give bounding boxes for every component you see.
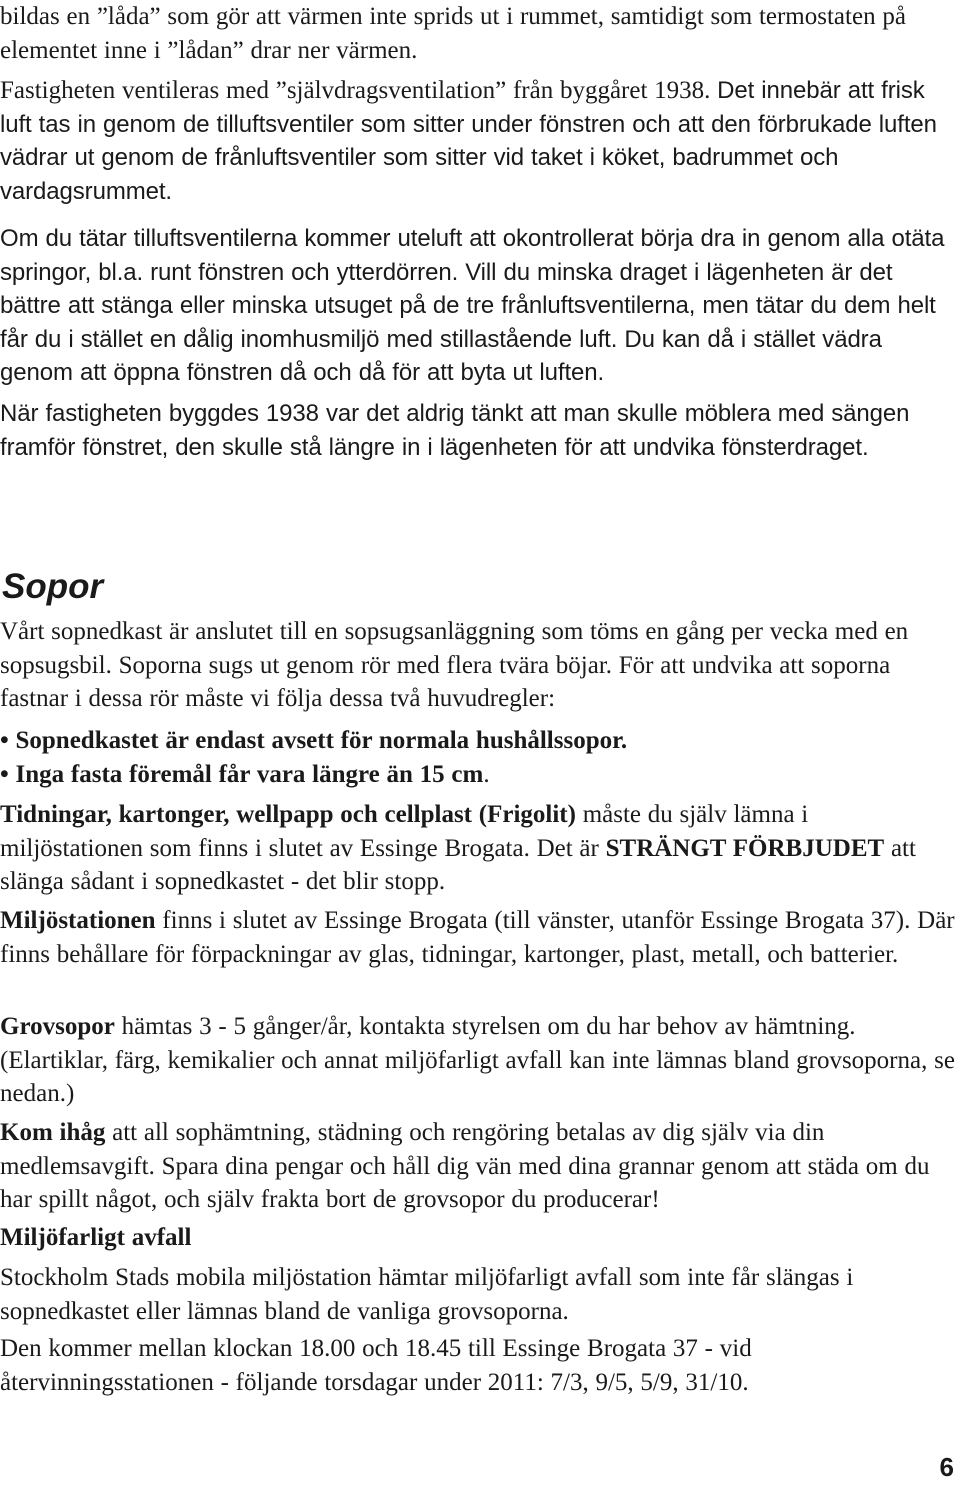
rule-bullet-2: [0, 758, 958, 792]
ventilation-sentence: Fastigheten ventileras med ”självdragsventilation” från byggåret 1938.: [0, 77, 711, 104]
rule-text-1: • Sopnedkastet är endast avsett för normala hushållssopor.: [0, 727, 628, 754]
intro-paragraph-2: [0, 74, 958, 208]
sopor-paragraph-2: [0, 798, 958, 899]
miljostationen-label: Miljöstationen: [0, 907, 156, 934]
intro-paragraph-4: När fastigheten byggdes 1938 var det aldrig tänkt att man skulle möblera med sängen framför fönstret, den skulle stå längre in i lägenheten för att undvika fönsterdraget.: [0, 400, 910, 461]
intro-paragraph-3: Om du tätar tilluftsventilerna kommer uteluft att okontrollerat börja dra in genom alla otäta springor, bl.a. runt fönstren och ytterdörren. Vill du minska draget i lägenheten är det bättre att stänga eller minska utsuget på de tre frånluftsventilerna, men tätar du dem helt får du i stället en dålig inomhusmiljö med stillastående luft. Du kan då i stället vädra genom att öppna fönstren då och då för att byta ut luften.: [0, 225, 945, 386]
sopor-paragraph-3: [0, 904, 958, 971]
sopor-paragraph-4: [0, 1010, 958, 1111]
sopor-paragraph-5-text: att all sophämtning, städning och rengöring betalas av dig själv via din medlemsavgift. Spara dina pengar och håll dig vän med dina grannar genom att städa om du har spillt något, och själv frakta bort de grovsopor du producerar!: [0, 1119, 930, 1213]
sopor-paragraph-7: Den kommer mellan klockan 18.00 och 18.45 till Essinge Brogata 37 - vid återvinningsstationen - följande torsdagar under 2011: 7/3, 9/5, 5/9, 31/10.: [0, 1335, 752, 1396]
page-number: 6: [939, 1452, 954, 1482]
subheading-text: Miljöfarligt avfall: [0, 1224, 192, 1251]
sopor-paragraph-5: [0, 1116, 958, 1217]
rule-text-2: • Inga fasta föremål får vara längre än 15 cm: [0, 761, 484, 788]
intro-paragraph-1: bildas en ”låda” som gör att värmen inte sprids ut i rummet, samtidigt som termostaten på elementet inne i ”lådan” drar ner värmen.: [0, 3, 906, 64]
strictly-forbidden: STRÄNGT FÖRBJUDET: [605, 834, 885, 862]
sopor-paragraph-1: Vårt sopnedkast är anslutet till en sopsugsanläggning som töms en gång per vecka med en sopsugsbil. Soporna sugs ut genom rör med flera tvära böjar. För att undvika att soporna fastnar i dessa rör måste vi följa dessa två huvudregler:: [0, 618, 909, 712]
grovsopor-label: Grovsopor: [0, 1013, 115, 1040]
sopor-paragraph-6: Stockholm Stads mobila miljöstation hämtar miljöfarligt avfall som inte får slängas i sopnedkastet eller lämnas bland de vanliga grovsoporna.: [0, 1264, 854, 1325]
kom-ihag-label: Kom ihåg: [0, 1119, 106, 1146]
sopor-paragraph-2-end: att slänga sådant i sopnedkastet - det blir stopp.: [0, 834, 916, 895]
forbidden-items: Tidningar, kartonger, wellpapp och cellplast (Frigolit): [0, 801, 576, 828]
rule-text-2-end: .: [483, 761, 490, 788]
sopor-paragraph-2-text: måste du själv lämna i miljöstationen som finns i slutet av Essinge Brogata. Det är: [0, 801, 809, 862]
subheading-miljofarligt-avfall: [0, 1221, 958, 1255]
ventilation-explanation: Det innebär att frisk luft tas in genom de tilluftsventiler som sitter under fönstren och att den förbrukade luften vädrar ut genom de frånluftsventiler som sitter vid taket i köket, badrummet och vardagsrummet.: [0, 77, 937, 205]
section-heading-sopor: Sopor: [2, 567, 104, 606]
sopor-paragraph-4-text: hämtas 3 - 5 gånger/år, kontakta styrelsen om du har behov av hämtning. (Elartiklar, färg, kemikalier och annat miljöfarligt avfall kan inte lämnas bland grovsoporna, se nedan.): [0, 1013, 955, 1107]
sopor-paragraph-3-text: finns i slutet av Essinge Brogata (till vänster, utanför Essinge Brogata 37). Där finns behållare för förpackningar av glas, tidningar, kartonger, plast, metall, och batterier.: [0, 907, 955, 968]
rule-bullet-1: [0, 724, 958, 758]
